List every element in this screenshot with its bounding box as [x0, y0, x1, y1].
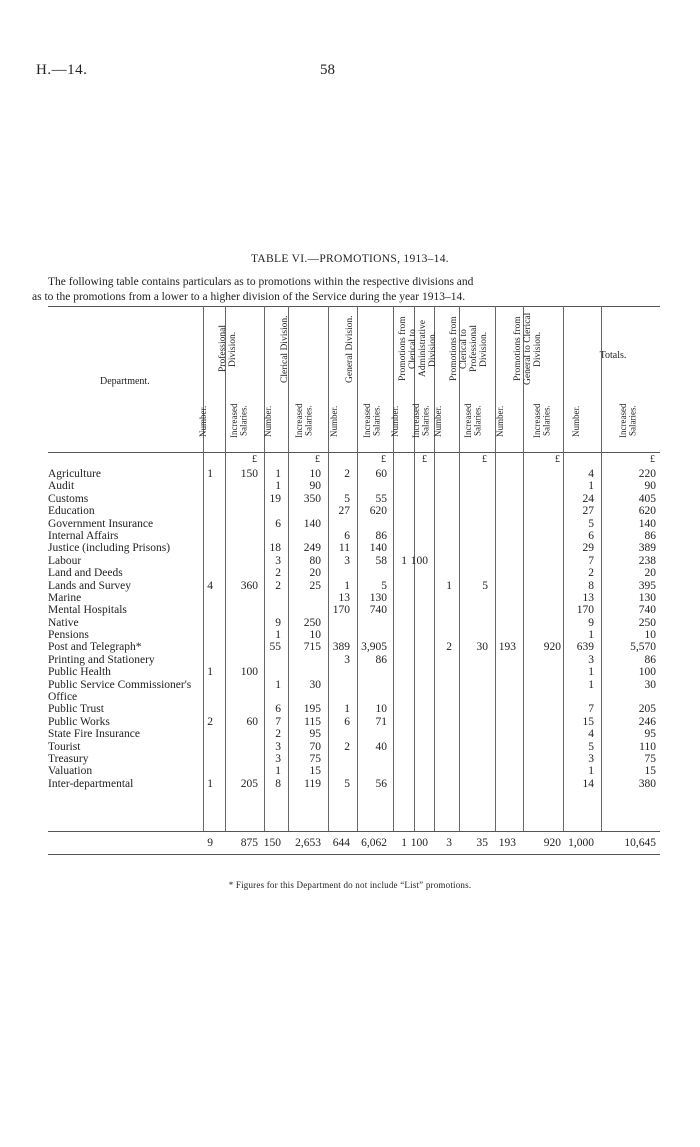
totals-row: [48, 837, 660, 851]
division-header: Clerical Division.: [280, 315, 290, 383]
salary-cell: 620: [369, 505, 387, 518]
salary-cell: 740: [638, 604, 656, 617]
salary-cell: 110: [639, 740, 656, 753]
salary-cell: 5: [482, 579, 488, 592]
salary-cell: 30: [644, 678, 656, 691]
increased-salaries-subheader: Increased Salaries.: [531, 403, 551, 439]
number-cell: 1: [344, 703, 350, 716]
number-cell: 2: [275, 728, 281, 741]
salary-cell: 130: [638, 591, 656, 604]
department-name: Land and Deeds: [48, 567, 123, 580]
department-name: Pensions: [48, 629, 89, 642]
intro-line-2: as to the promotions from a lower to a higher division of the Service during the year 1913–14.: [32, 291, 466, 303]
number-cell: 3: [275, 554, 281, 567]
salary-cell: 40: [375, 740, 387, 753]
salary-cell: 80: [309, 554, 321, 567]
number-cell: 6: [588, 529, 594, 542]
salary-cell: 140: [638, 517, 656, 530]
table-row: [48, 493, 660, 505]
department-name: Audit: [48, 480, 75, 493]
number-cell: 5: [344, 777, 350, 790]
division-header: Professional Division.: [217, 325, 238, 373]
number-cell: 13: [582, 591, 594, 604]
number-cell: 55: [269, 641, 281, 654]
number-cell: 4: [588, 728, 594, 741]
salary-cell: 100: [410, 554, 428, 567]
total-cell: 644: [332, 837, 350, 849]
salary-cell: 205: [240, 777, 258, 790]
number-cell: 170: [576, 604, 594, 617]
salary-cell: 140: [303, 517, 321, 530]
number-cell: 1: [401, 554, 407, 567]
table-row: [48, 703, 660, 715]
number-cell: 27: [338, 505, 350, 518]
number-cell: 5: [588, 517, 594, 530]
number-cell: 193: [498, 641, 516, 654]
salary-cell: 620: [638, 505, 656, 518]
number-cell: 3: [588, 653, 594, 666]
number-cell: 7: [275, 715, 281, 728]
salary-cell: 58: [375, 554, 387, 567]
table-row: [48, 641, 660, 653]
salary-cell: 75: [309, 753, 321, 765]
salary-cell: 10: [644, 629, 656, 642]
salary-cell: 5: [381, 579, 387, 592]
number-cell: 29: [582, 542, 594, 555]
pound-sign: £: [482, 454, 487, 465]
table-row: [48, 542, 660, 554]
salary-cell: 920: [543, 641, 561, 654]
number-cell: 1: [275, 678, 281, 691]
number-cell: 3: [275, 740, 281, 753]
number-cell: 3: [588, 753, 594, 765]
number-cell: 1: [207, 666, 213, 679]
pound-sign: £: [252, 454, 257, 465]
salary-cell: 70: [309, 740, 321, 753]
pound-sign: £: [650, 454, 655, 465]
number-cell: 27: [582, 505, 594, 518]
table-row: [48, 728, 660, 740]
number-cell: 1: [275, 629, 281, 642]
number-cell: 6: [275, 517, 281, 530]
number-cell: 3: [275, 753, 281, 765]
salary-cell: 20: [644, 567, 656, 580]
number-cell: 5: [344, 492, 350, 505]
number-cell: 9: [275, 616, 281, 629]
pound-sign: £: [555, 454, 560, 465]
number-cell: 9: [588, 616, 594, 629]
salary-cell: 389: [638, 542, 656, 555]
table-row: [48, 555, 660, 567]
number-cell: 6: [344, 529, 350, 542]
salary-cell: 246: [638, 715, 656, 728]
number-cell: 3: [344, 653, 350, 666]
number-cell: 639: [576, 641, 594, 654]
total-cell: 3: [446, 837, 452, 849]
page-number: 58: [320, 62, 335, 78]
salary-cell: 95: [309, 728, 321, 741]
salary-cell: 86: [644, 529, 656, 542]
number-subheader: Number.: [390, 405, 400, 437]
salary-cell: 86: [644, 653, 656, 666]
total-cell: 10,645: [624, 837, 656, 849]
table-row: [48, 592, 660, 604]
total-cell: 193: [498, 837, 516, 849]
salary-cell: 56: [375, 777, 387, 790]
number-subheader: Number.: [328, 405, 339, 437]
table-row: [48, 480, 660, 492]
number-cell: 1: [275, 468, 281, 480]
number-cell: 8: [588, 579, 594, 592]
salary-cell: 20: [309, 567, 321, 580]
number-cell: 3: [344, 554, 350, 567]
salary-cell: 10: [309, 468, 321, 480]
salary-cell: 60: [375, 468, 387, 480]
table-row: [48, 604, 660, 616]
promotions-table: [48, 306, 660, 871]
table-row: [48, 629, 660, 641]
salary-cell: 75: [644, 753, 656, 765]
number-cell: 2: [275, 567, 281, 580]
number-cell: 1: [588, 480, 594, 493]
number-cell: 4: [588, 468, 594, 480]
department-name: Justice (including Prisons): [48, 542, 171, 555]
department-name: Inter-departmental: [48, 777, 134, 790]
number-cell: 19: [269, 492, 281, 505]
table-row: [48, 679, 660, 704]
number-cell: 389: [332, 641, 350, 654]
department-name: Post and Telegraph*: [48, 641, 142, 654]
salary-cell: 150: [240, 468, 258, 480]
salary-cell: 10: [309, 629, 321, 642]
increased-salaries-subheader: Increased Salaries.: [361, 403, 381, 439]
number-subheader: Number.: [262, 405, 273, 437]
department-name: Public Health: [48, 666, 111, 679]
department-name: Public Works: [48, 715, 110, 728]
table-row: [48, 567, 660, 579]
salary-cell: 86: [375, 653, 387, 666]
number-cell: 7: [588, 554, 594, 567]
department-name: Tourist: [48, 740, 81, 753]
salary-cell: 100: [638, 666, 656, 679]
department-name: State Fire Insurance: [48, 728, 140, 741]
number-cell: 11: [338, 542, 350, 555]
number-subheader: Number.: [433, 405, 443, 437]
salary-cell: 350: [303, 492, 321, 505]
department-name: Lands and Survey: [48, 579, 132, 592]
table-row: [48, 716, 660, 728]
department-name: Customs: [48, 492, 89, 505]
total-cell: 100: [410, 837, 428, 849]
number-cell: 1: [207, 468, 213, 480]
salary-cell: 15: [644, 765, 656, 778]
salary-cell: 55: [375, 492, 387, 505]
pound-sign: £: [315, 454, 320, 465]
department-name: Treasury: [48, 753, 89, 765]
number-cell: 5: [588, 740, 594, 753]
salary-cell: 30: [476, 641, 488, 654]
salary-cell: 90: [644, 480, 656, 493]
number-cell: 24: [582, 492, 594, 505]
number-cell: 13: [338, 591, 350, 604]
number-cell: 170: [332, 604, 350, 617]
total-cell: 920: [543, 837, 561, 849]
department-name: Education: [48, 505, 95, 518]
salary-cell: 115: [304, 715, 321, 728]
table-row: [48, 505, 660, 517]
number-subheader: Number.: [198, 405, 208, 437]
total-cell: 6,062: [361, 837, 387, 849]
department-name: Government Insurance: [48, 517, 154, 530]
number-cell: 6: [275, 703, 281, 716]
total-cell: 150: [263, 837, 281, 849]
number-cell: 4: [207, 579, 213, 592]
table-row: [48, 580, 660, 592]
salary-cell: 249: [303, 542, 321, 555]
increased-salaries-subheader: Increased Salaries.: [463, 403, 483, 439]
salary-cell: 15: [309, 765, 321, 778]
number-cell: 1: [588, 666, 594, 679]
total-cell: 9: [207, 837, 213, 849]
department-name: Labour: [48, 554, 82, 567]
total-cell: 1,000: [568, 837, 594, 849]
salary-cell: 395: [638, 579, 656, 592]
department-name: Printing and Stationery: [48, 653, 155, 666]
salary-cell: 740: [369, 604, 387, 617]
department-name: Public Trust: [48, 703, 104, 716]
department-name: Public Service Commissioner's Office: [48, 678, 192, 704]
salary-cell: 405: [638, 492, 656, 505]
salary-cell: 238: [638, 554, 656, 567]
table-row: [48, 617, 660, 629]
increased-salaries-subheader: Increased Salaries.: [228, 403, 248, 439]
salary-cell: 95: [644, 728, 656, 741]
number-subheader: Number.: [495, 405, 505, 437]
number-cell: 1: [588, 678, 594, 691]
salary-cell: 140: [369, 542, 387, 555]
salary-cell: 86: [375, 529, 387, 542]
salary-cell: 100: [240, 666, 258, 679]
department-column-header: Department.: [100, 376, 150, 387]
number-cell: 1: [275, 765, 281, 778]
department-name: Mental Hospitals: [48, 604, 127, 617]
number-cell: 1: [275, 480, 281, 493]
salary-cell: 250: [303, 616, 321, 629]
number-cell: 6: [344, 715, 350, 728]
table-row: [48, 666, 660, 678]
salary-cell: 10: [375, 703, 387, 716]
salary-cell: 3,905: [361, 641, 387, 654]
number-cell: 2: [344, 740, 350, 753]
number-cell: 7: [588, 703, 594, 716]
salary-cell: 30: [309, 678, 321, 691]
increased-salaries-subheader: Increased Salaries.: [410, 403, 430, 439]
table-row: [48, 753, 660, 765]
number-subheader: Number.: [570, 405, 581, 437]
table-row: [48, 741, 660, 753]
number-cell: 2: [344, 468, 350, 480]
table-row: [48, 778, 660, 790]
division-header: General Division.: [344, 315, 355, 383]
total-cell: 1: [401, 837, 407, 849]
salary-cell: 60: [246, 715, 258, 728]
number-cell: 1: [446, 579, 452, 592]
table-row: [48, 530, 660, 542]
totals-column-header: Totals.: [599, 350, 627, 361]
salary-cell: 715: [303, 641, 321, 654]
number-cell: 1: [588, 629, 594, 642]
table-row: [48, 468, 660, 480]
salary-cell: 205: [638, 703, 656, 716]
table-body: [48, 468, 660, 790]
number-cell: 1: [207, 777, 213, 790]
salary-cell: 195: [303, 703, 321, 716]
number-cell: 2: [275, 579, 281, 592]
pound-sign: £: [422, 454, 427, 465]
department-name: Marine: [48, 591, 82, 604]
salary-cell: 5,570: [630, 641, 656, 654]
footnote: * Figures for this Department do not include “List” promotions.: [228, 880, 472, 890]
salary-cell: 250: [638, 616, 656, 629]
total-cell: 2,653: [295, 837, 321, 849]
salary-cell: 130: [369, 591, 387, 604]
number-cell: 1: [344, 579, 350, 592]
number-cell: 14: [582, 777, 594, 790]
number-cell: 18: [269, 542, 281, 555]
number-cell: 2: [446, 641, 452, 654]
salary-cell: 220: [638, 468, 656, 480]
intro-line-1: The following table contains particulars as to promotions within the respective divisions and: [48, 276, 474, 288]
department-name: Internal Affairs: [48, 529, 119, 542]
salary-cell: 25: [309, 579, 321, 592]
intro-paragraph: [32, 275, 656, 305]
division-header: Promotions from Clerical to Administrative Division.: [397, 316, 438, 382]
increased-salaries-subheader: Increased Salaries.: [294, 403, 314, 439]
number-cell: 15: [582, 715, 594, 728]
number-cell: 2: [588, 567, 594, 580]
salary-cell: 380: [638, 777, 656, 790]
division-header: Promotions from General to Clerical Division.: [513, 312, 543, 386]
total-cell: 875: [240, 837, 258, 849]
division-header: Promotions from Clerical to Professional Division.: [448, 316, 489, 382]
header-reference: H.—14.: [36, 62, 88, 78]
increased-salaries-subheader: Increased Salaries.: [618, 403, 638, 439]
table-row: [48, 765, 660, 777]
table-title: TABLE VI.—PROMOTIONS, 1913–14.: [251, 253, 449, 265]
number-cell: 8: [275, 777, 281, 790]
salary-cell: 71: [375, 715, 387, 728]
table-row: [48, 654, 660, 666]
department-name: Valuation: [48, 765, 93, 778]
salary-cell: 90: [309, 480, 321, 493]
number-cell: 1: [588, 765, 594, 778]
salary-cell: 119: [304, 777, 321, 790]
total-cell: 35: [476, 837, 488, 849]
table-row: [48, 518, 660, 530]
department-name: Agriculture: [48, 468, 102, 480]
department-name: Native: [48, 616, 79, 629]
number-cell: 2: [207, 715, 213, 728]
salary-cell: 360: [240, 579, 258, 592]
pound-sign: £: [381, 454, 386, 465]
